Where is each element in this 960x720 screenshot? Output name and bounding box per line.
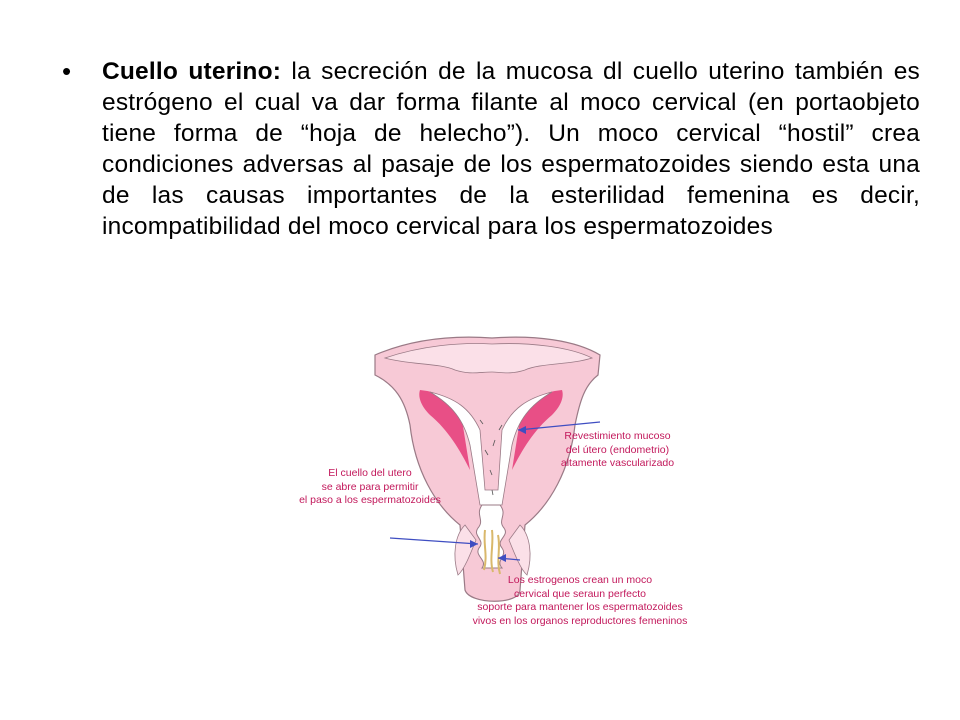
caption-estrogen-mucus <box>435 574 725 628</box>
caption-line: el paso a los espermatozoides <box>299 494 441 506</box>
caption-line: altamente vascularizado <box>560 457 675 469</box>
caption-line: Los estrogenos crean un moco <box>507 574 653 586</box>
bullet-dot: • <box>62 56 72 86</box>
bullet-label: Cuello uterino: <box>102 58 282 85</box>
caption-line: El cuello del utero <box>328 467 412 479</box>
caption-line: del útero (endometrio) <box>565 443 670 456</box>
caption-cervix-opens <box>280 467 460 508</box>
caption-line: cervical que seraun perfecto <box>514 587 646 600</box>
caption-line: vivos en los organos reproductores femeninos <box>472 614 688 627</box>
caption-line: se abre para permitir <box>321 480 419 493</box>
caption-line: Revestimiento mucoso <box>564 430 671 442</box>
uterus-diagram <box>280 330 720 650</box>
bullet-item <box>62 56 920 242</box>
bullet-text <box>102 56 920 242</box>
bullet-body: la secreción de la mucosa dl cuello uterino también es estrógeno el cual va dar forma filante al moco cervical (en portaobjeto tiene forma de “hoja de helecho”). Un moco cervical “hostil” crea condiciones adversas al pasaje de los espermatozoides siendo esta una de las causas importantes de la esterilidad femenina es decir, incompatibilidad del moco cervical para los espermatozoides <box>102 58 920 240</box>
caption-line: soporte para mantener los espermatozoides <box>477 601 683 613</box>
caption-endometrium <box>550 430 685 471</box>
